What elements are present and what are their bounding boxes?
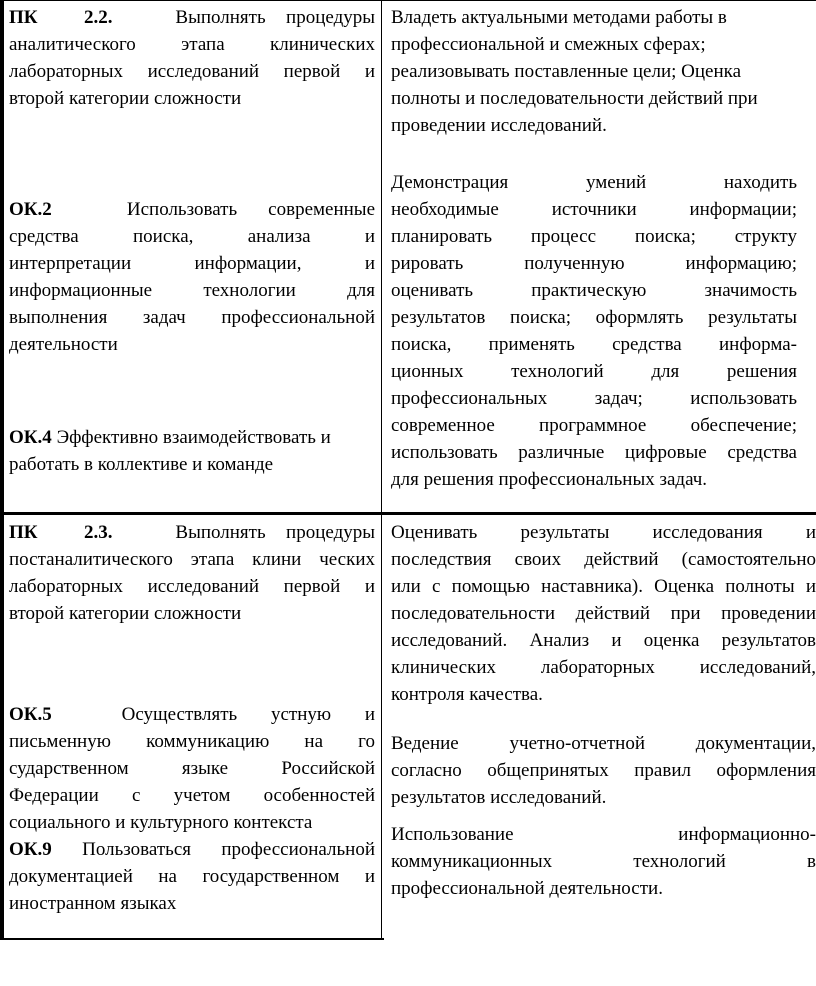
- r2p1-line-5: клинических лабораторных исследований,: [391, 657, 816, 678]
- r1p1-line-4: проведении исследований.: [391, 115, 607, 136]
- pk22-code: ПК 2.2.: [9, 7, 113, 28]
- r2p2-line-2: результатов исследований.: [391, 787, 607, 808]
- pk22-line-0: Выполнять процедуры: [175, 7, 375, 28]
- ok9-line-2: иностранном языках: [9, 893, 177, 914]
- r1p1-line-3: полноты и последовательности действий при: [391, 88, 758, 109]
- ok4-line-1: работать в коллективе и команде: [9, 454, 274, 475]
- ok5-line-4: социального и культурного контекста: [9, 812, 313, 833]
- ok4-line-0: Эффективно взаимодействовать и: [56, 427, 331, 448]
- ok2-line-0: Использовать современные: [126, 199, 376, 220]
- r2p1-line-2: или с помощью наставника). Оценка полноты и: [391, 576, 816, 597]
- ok5-block: [9, 701, 375, 836]
- table-row-divider: [0, 512, 816, 515]
- r1p2-line-1: необходимые источники информации;: [391, 199, 797, 220]
- r1p2-line-0: Демонстрация умений находить: [391, 172, 797, 193]
- row1-left-cell: [9, 4, 375, 509]
- r2p3-line-2: профессиональной деятельности.: [391, 878, 663, 899]
- ok2-line-3: информационные технологии для: [9, 280, 375, 301]
- ok5-line-0: Осуществлять устную и: [121, 704, 375, 725]
- pk23-block: [9, 519, 375, 627]
- r1p2-line-2: планировать процесс поиска; структу: [391, 226, 797, 247]
- pk22-block: [9, 4, 375, 112]
- ok9-block: [9, 836, 375, 917]
- r2p1-line-0: Оценивать результаты исследования и: [391, 522, 816, 543]
- row1-right-p2: [391, 169, 797, 493]
- table-top-border: [0, 0, 816, 1]
- table-bottom-border: [0, 938, 384, 940]
- r2p2-line-0: Ведение учетно-отчетной документации,: [391, 733, 816, 754]
- table-column-divider: [381, 0, 382, 940]
- ok2-line-5: деятельности: [9, 334, 118, 355]
- ok9-line-0: Пользоваться профессиональной: [82, 839, 376, 860]
- r2p2-line-1: согласно общепринятых правил оформления: [391, 760, 816, 781]
- ok2-line-2: интерпретации информации, и: [9, 253, 375, 274]
- row2-right-cell: [391, 519, 816, 934]
- ok2-line-1: средства поиска, анализа и: [9, 226, 375, 247]
- pk23-line-2: лабораторных исследований первой и: [9, 576, 375, 597]
- r2p1-line-3: последовательности действий при проведении: [391, 603, 816, 624]
- pk22-line-2: лабораторных исследований первой и: [9, 61, 375, 82]
- r1p2-line-8: профессиональных задач; использовать: [391, 388, 797, 409]
- r1p2-line-6: поиска, применять средства информа-: [391, 334, 797, 355]
- ok5-code: ОК.5: [9, 704, 52, 725]
- row2-right-p1: [391, 519, 816, 708]
- row1-right-p1: [391, 4, 797, 139]
- ok5-line-3: Федерации с учетом особенностей: [9, 785, 375, 806]
- ok4-block: [9, 424, 375, 478]
- row2-right-p3: [391, 821, 816, 902]
- ok9-code: ОК.9: [9, 839, 52, 860]
- r1p2-line-4: оценивать практическую значимость: [391, 280, 797, 301]
- r1p2-line-3: рировать полученную информацию;: [391, 253, 797, 274]
- r2p3-line-0: Использование информационно-: [391, 824, 816, 845]
- pk23-line-3: второй категории сложности: [9, 603, 242, 624]
- ok2-block: [9, 196, 375, 358]
- pk23-line-1: постаналитического этапа клини ческих: [9, 549, 375, 570]
- r1p2-line-10: использовать различные цифровые средства: [391, 442, 797, 463]
- r1p1-line-2: реализовывать поставленные цели; Оценка: [391, 61, 742, 82]
- ok9-line-1: документацией на государственном и: [9, 866, 375, 887]
- row2-left-cell: [9, 519, 375, 934]
- r1p1-line-1: профессиональной и смежных сферах;: [391, 34, 706, 55]
- pk23-line-0: Выполнять процедуры: [175, 522, 375, 543]
- ok2-line-4: выполнения задач профессиональной: [9, 307, 375, 328]
- table-left-border: [0, 0, 4, 940]
- ok5-line-1: письменную коммуникацию на го: [9, 731, 375, 752]
- r2p3-line-1: коммуникационных технологий в: [391, 851, 816, 872]
- r1p2-line-11: для решения профессиональных задач.: [391, 469, 708, 490]
- r1p2-line-5: результатов поиска; оформлять результаты: [391, 307, 797, 328]
- ok2-code: ОК.2: [9, 199, 52, 220]
- row2-right-p2: [391, 730, 816, 811]
- r1p1-line-0: Владеть актуальными методами работы в: [391, 7, 727, 28]
- ok5-line-2: сударственном языке Российской: [9, 758, 375, 779]
- ok4-code: ОК.4: [9, 427, 52, 448]
- pk22-line-1: аналитического этапа клинических: [9, 34, 375, 55]
- r2p1-line-4: исследований. Анализ и оценка результатов: [391, 630, 816, 651]
- r1p2-line-7: ционных технологий для решения: [391, 361, 797, 382]
- pk22-line-3: второй категории сложности: [9, 88, 242, 109]
- r2p1-line-6: контроля качества.: [391, 684, 543, 705]
- r2p1-line-1: последствия своих действий (самостоятельно: [391, 549, 816, 570]
- pk23-code: ПК 2.3.: [9, 522, 113, 543]
- r1p2-line-9: современное программное обеспечение;: [391, 415, 797, 436]
- row1-right-cell: [391, 4, 797, 509]
